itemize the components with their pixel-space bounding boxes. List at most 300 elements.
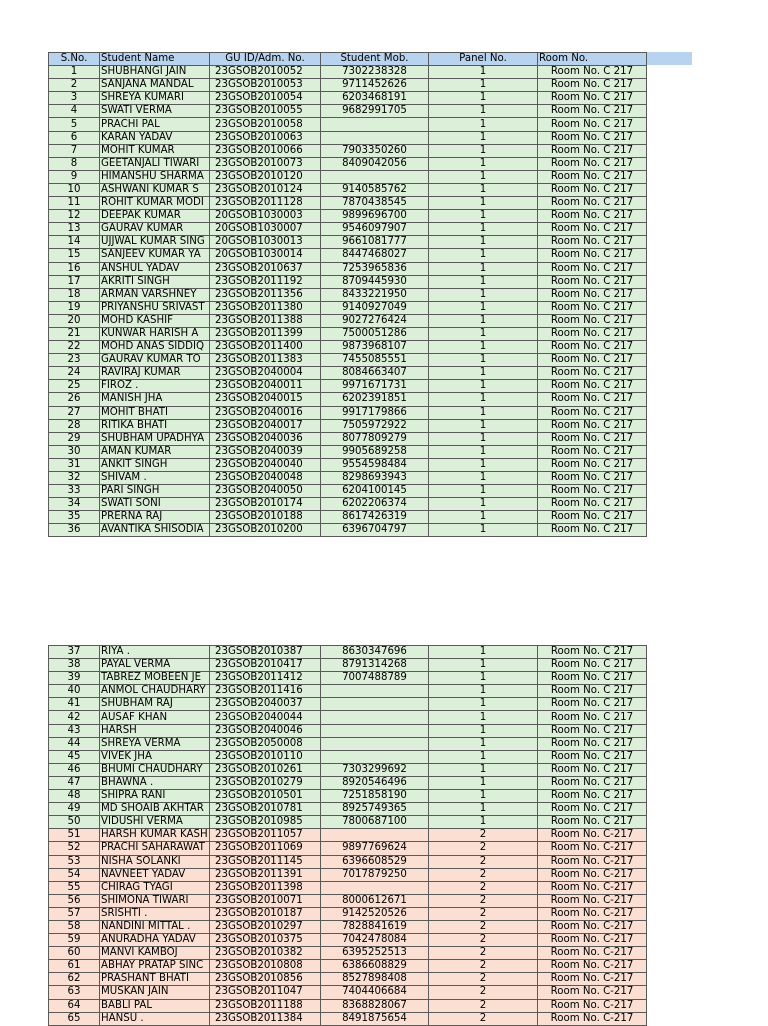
cell-gu-id: 23GSOB2010055 xyxy=(210,105,321,118)
cell-room-no: Room No. C 217 xyxy=(538,406,647,419)
cell-student-mob: 7303299692 xyxy=(321,763,429,776)
cell-student-name: AMAN KUMAR xyxy=(100,445,210,458)
cell-gu-id: 23GSOB2040040 xyxy=(210,458,321,471)
cell-student-name: SHIVAM . xyxy=(100,472,210,485)
cell-student-name: ROHIT KUMAR MODI xyxy=(100,197,210,210)
cell-room-no: Room No. C 217 xyxy=(538,672,647,685)
cell-student-name: KUNWAR HARISH A xyxy=(100,327,210,340)
cell-gu-id: 23GSOB2011416 xyxy=(210,685,321,698)
cell-panel-no: 2 xyxy=(429,842,538,855)
cell-room-no: Room No. C-217 xyxy=(538,986,647,999)
cell-student-name: HARSH xyxy=(100,724,210,737)
cell-panel-no: 2 xyxy=(429,881,538,894)
cell-gu-id: 23GSOB2011356 xyxy=(210,288,321,301)
table-row xyxy=(49,288,647,301)
cell-room-no: Room No. C 217 xyxy=(538,341,647,354)
cell-sno: 25 xyxy=(49,380,100,393)
cell-student-mob: 8527898408 xyxy=(321,973,429,986)
cell-gu-id: 23GSOB2011188 xyxy=(210,999,321,1012)
cell-student-name: SHUBHAM RAJ xyxy=(100,698,210,711)
table-row xyxy=(49,79,647,92)
cell-room-no: Room No. C 217 xyxy=(538,236,647,249)
cell-student-mob: 6396704797 xyxy=(321,524,429,537)
table-row xyxy=(49,894,647,907)
table-row xyxy=(49,986,647,999)
cell-student-name: DEEPAK KUMAR xyxy=(100,210,210,223)
cell-sno: 37 xyxy=(49,646,100,659)
cell-sno: 57 xyxy=(49,907,100,920)
cell-room-no: Room No. C-217 xyxy=(538,1012,647,1025)
table-row xyxy=(49,659,647,672)
cell-student-mob: 6395252513 xyxy=(321,947,429,960)
cell-sno: 53 xyxy=(49,855,100,868)
cell-gu-id: 23GSOB2010261 xyxy=(210,763,321,776)
cell-panel-no: 1 xyxy=(429,79,538,92)
cell-gu-id: 23GSOB2010052 xyxy=(210,66,321,79)
cell-sno: 30 xyxy=(49,445,100,458)
cell-room-no: Room No. C 217 xyxy=(538,131,647,144)
cell-student-mob xyxy=(321,118,429,131)
cell-gu-id: 23GSOB2010417 xyxy=(210,659,321,672)
cell-student-name: ABHAY PRATAP SINC xyxy=(100,960,210,973)
cell-student-mob: 9546097907 xyxy=(321,223,429,236)
table-row xyxy=(49,131,647,144)
cell-sno: 55 xyxy=(49,881,100,894)
cell-gu-id: 23GSOB2040016 xyxy=(210,406,321,419)
cell-student-name: HARSH KUMAR KASH xyxy=(101,829,208,841)
cell-student-mob: 6202391851 xyxy=(321,393,429,406)
cell-panel-no: 1 xyxy=(429,724,538,737)
cell-student-mob: 6396608529 xyxy=(321,855,429,868)
cell-gu-id: 23GSOB2010188 xyxy=(210,511,321,524)
cell-student-mob: 8433221950 xyxy=(321,288,429,301)
cell-sno: 41 xyxy=(49,698,100,711)
header-sno: S.No. xyxy=(49,53,100,66)
cell-student-mob xyxy=(321,711,429,724)
cell-sno: 13 xyxy=(49,223,100,236)
cell-panel-no: 1 xyxy=(429,776,538,789)
cell-gu-id: 23GSOB2011391 xyxy=(210,868,321,881)
cell-student-mob xyxy=(321,881,429,894)
cell-student-name: SANJANA MANDAL xyxy=(100,79,210,92)
cell-student-mob xyxy=(321,685,429,698)
cell-panel-no: 1 xyxy=(429,157,538,170)
cell-student-mob: 7500051286 xyxy=(321,327,429,340)
cell-room-no: Room No. C 217 xyxy=(538,275,647,288)
cell-student-name: SHUBHAM UPADHYA xyxy=(100,432,210,445)
cell-gu-id: 23GSOB2011047 xyxy=(210,986,321,999)
cell-room-no: Room No. C 217 xyxy=(538,498,647,511)
cell-student-mob: 8000612671 xyxy=(321,894,429,907)
table-row xyxy=(49,458,647,471)
cell-student-name: SHIMONA TIWARI xyxy=(100,894,210,907)
cell-student-name: TABREZ MOBEEN JE xyxy=(100,672,210,685)
cell-sno: 60 xyxy=(49,947,100,960)
cell-panel-no: 1 xyxy=(429,659,538,672)
table-row xyxy=(49,249,647,262)
cell-gu-id: 23GSOB2010375 xyxy=(210,934,321,947)
cell-panel-no: 2 xyxy=(429,855,538,868)
cell-sno: 29 xyxy=(49,432,100,445)
cell-panel-no: 1 xyxy=(429,646,538,659)
cell-sno: 54 xyxy=(49,868,100,881)
table-row xyxy=(49,118,647,131)
cell-student-name: MUSKAN JAIN xyxy=(100,986,210,999)
cell-student-mob: 7828841619 xyxy=(321,920,429,933)
cell-room-no: Room No. C 217 xyxy=(538,66,647,79)
cell-gu-id: 23GSOB2010501 xyxy=(210,790,321,803)
cell-room-no: Room No. C-217 xyxy=(538,868,647,881)
cell-panel-no: 1 xyxy=(429,197,538,210)
cell-student-name: NANDINI MITTAL . xyxy=(100,920,210,933)
cell-student-mob: 8298693943 xyxy=(321,472,429,485)
table-row xyxy=(49,737,647,750)
cell-panel-no: 1 xyxy=(429,118,538,131)
cell-panel-no: 1 xyxy=(429,288,538,301)
cell-gu-id: 23GSOB2010066 xyxy=(210,144,321,157)
table-row xyxy=(49,301,647,314)
cell-student-name: GEETANJALI TIWARI xyxy=(100,157,210,170)
header-row xyxy=(49,53,647,66)
cell-gu-id: 23GSOB2011388 xyxy=(210,314,321,327)
cell-gu-id: 20GSOB1030003 xyxy=(210,210,321,223)
cell-panel-no: 1 xyxy=(429,92,538,105)
table-row xyxy=(49,275,647,288)
cell-panel-no: 1 xyxy=(429,314,538,327)
cell-room-no: Room No. C 217 xyxy=(538,144,647,157)
cell-student-mob: 9917179866 xyxy=(321,406,429,419)
cell-sno: 62 xyxy=(49,973,100,986)
table-row xyxy=(49,842,647,855)
cell-panel-no: 1 xyxy=(429,498,538,511)
cell-student-name: RAVIRAJ KUMAR xyxy=(100,367,210,380)
cell-sno: 48 xyxy=(49,790,100,803)
cell-student-mob: 8617426319 xyxy=(321,511,429,524)
cell-panel-no: 1 xyxy=(429,790,538,803)
cell-panel-no: 1 xyxy=(429,698,538,711)
table-row xyxy=(49,973,647,986)
cell-sno: 24 xyxy=(49,367,100,380)
cell-sno: 40 xyxy=(49,685,100,698)
table-row xyxy=(49,144,647,157)
cell-panel-no: 1 xyxy=(429,105,538,118)
header-student-name: Student Name xyxy=(100,53,210,66)
cell-gu-id: 23GSOB2040015 xyxy=(210,393,321,406)
cell-gu-id: 23GSOB2010174 xyxy=(210,498,321,511)
cell-student-mob: 9140927049 xyxy=(321,301,429,314)
cell-gu-id: 23GSOB2010387 xyxy=(210,646,321,659)
cell-student-name: VIVEK JHA xyxy=(100,750,210,763)
cell-student-name: MOHD ANAS SIDDIQ xyxy=(100,341,210,354)
cell-room-no: Room No. C 217 xyxy=(538,118,647,131)
cell-gu-id: 23GSOB2011128 xyxy=(210,197,321,210)
table-row xyxy=(49,472,647,485)
cell-student-mob: 8368828067 xyxy=(321,999,429,1012)
cell-student-name: RITIKA BHATI xyxy=(100,419,210,432)
cell-panel-no: 1 xyxy=(429,367,538,380)
cell-student-mob: 8084663407 xyxy=(321,367,429,380)
cell-sno: 49 xyxy=(49,803,100,816)
cell-student-name: CHIRAG TYAGI xyxy=(100,881,210,894)
cell-student-mob: 7042478084 xyxy=(321,934,429,947)
cell-room-no: Room No. C 217 xyxy=(538,511,647,524)
cell-sno: 65 xyxy=(49,1012,100,1025)
cell-sno: 20 xyxy=(49,314,100,327)
cell-panel-no: 2 xyxy=(429,973,538,986)
cell-panel-no: 1 xyxy=(429,262,538,275)
cell-student-mob: 7505972922 xyxy=(321,419,429,432)
cell-room-no: Room No. C 217 xyxy=(538,458,647,471)
cell-room-no: Room No. C 217 xyxy=(538,79,647,92)
cell-sno: 56 xyxy=(49,894,100,907)
cell-gu-id: 23GSOB2040004 xyxy=(210,367,321,380)
cell-panel-no: 1 xyxy=(429,472,538,485)
cell-student-name: PRERNA RAJ xyxy=(100,511,210,524)
cell-student-mob: 6203468191 xyxy=(321,92,429,105)
cell-gu-id: 23GSOB2010279 xyxy=(210,776,321,789)
cell-panel-no: 1 xyxy=(429,524,538,537)
table-row xyxy=(49,445,647,458)
cell-panel-no: 1 xyxy=(429,750,538,763)
table-row xyxy=(49,485,647,498)
table-row xyxy=(49,947,647,960)
cell-gu-id: 23GSOB2010637 xyxy=(210,262,321,275)
table-row xyxy=(49,327,647,340)
cell-student-name: RIYA . xyxy=(100,646,210,659)
cell-student-mob: 9711452626 xyxy=(321,79,429,92)
cell-room-no: Room No. C-217 xyxy=(538,855,647,868)
cell-panel-no: 1 xyxy=(429,406,538,419)
cell-room-no: Room No. C 217 xyxy=(538,380,647,393)
cell-sno: 5 xyxy=(49,118,100,131)
cell-room-no: Room No. C 217 xyxy=(538,646,647,659)
cell-gu-id: 23GSOB2010120 xyxy=(210,170,321,183)
cell-panel-no: 1 xyxy=(429,223,538,236)
cell-sno: 8 xyxy=(49,157,100,170)
cell-student-mob: 8447468027 xyxy=(321,249,429,262)
cell-student-name: GAURAV KUMAR TO xyxy=(100,354,210,367)
cell-gu-id: 23GSOB2010053 xyxy=(210,79,321,92)
table-row xyxy=(49,685,647,698)
cell-panel-no: 1 xyxy=(429,711,538,724)
cell-student-mob: 9140585762 xyxy=(321,183,429,196)
cell-sno: 19 xyxy=(49,301,100,314)
cell-student-mob: 8709445930 xyxy=(321,275,429,288)
cell-panel-no: 1 xyxy=(429,236,538,249)
cell-student-mob: 7007488789 xyxy=(321,672,429,685)
table-row xyxy=(49,711,647,724)
table-row xyxy=(49,868,647,881)
cell-sno: 28 xyxy=(49,419,100,432)
table-row xyxy=(49,881,647,894)
cell-panel-no: 1 xyxy=(429,66,538,79)
cell-sno: 10 xyxy=(49,183,100,196)
cell-room-no: Room No. C-217 xyxy=(538,842,647,855)
cell-student-mob: 7404406684 xyxy=(321,986,429,999)
cell-gu-id: 20GSOB1030013 xyxy=(210,236,321,249)
cell-panel-no: 1 xyxy=(429,354,538,367)
cell-panel-no: 1 xyxy=(429,183,538,196)
cell-gu-id: 23GSOB2040037 xyxy=(210,698,321,711)
cell-panel-no: 2 xyxy=(429,999,538,1012)
cell-sno: 4 xyxy=(49,105,100,118)
cell-sno: 15 xyxy=(49,249,100,262)
table-row xyxy=(49,907,647,920)
cell-gu-id: 23GSOB2040050 xyxy=(210,485,321,498)
cell-student-mob: 6202206374 xyxy=(321,498,429,511)
cell-sno: 39 xyxy=(49,672,100,685)
cell-student-mob: 7800687100 xyxy=(321,816,429,829)
cell-sno: 34 xyxy=(49,498,100,511)
cell-sno: 23 xyxy=(49,354,100,367)
cell-gu-id: 23GSOB2010124 xyxy=(210,183,321,196)
cell-sno: 9 xyxy=(49,170,100,183)
cell-panel-no: 2 xyxy=(429,920,538,933)
cell-room-no: Room No. C-217 xyxy=(538,881,647,894)
cell-student-name: SRISHTI . xyxy=(100,907,210,920)
cell-room-no: Room No. C 217 xyxy=(538,197,647,210)
cell-student-name: SHIPRA RANI xyxy=(100,790,210,803)
cell-gu-id: 23GSOB2010054 xyxy=(210,92,321,105)
cell-student-name: SHUBHANGI JAIN xyxy=(100,66,210,79)
table-row xyxy=(49,672,647,685)
cell-room-no: Room No. C 217 xyxy=(538,249,647,262)
cell-student-name: UJJWAL KUMAR SING xyxy=(100,236,210,249)
cell-room-no: Room No. C 217 xyxy=(538,170,647,183)
table-row xyxy=(49,698,647,711)
cell-panel-no: 1 xyxy=(429,275,538,288)
cell-room-no: Room No. C 217 xyxy=(538,262,647,275)
cell-panel-no: 1 xyxy=(429,816,538,829)
cell-room-no: Room No. C 217 xyxy=(538,432,647,445)
cell-gu-id: 23GSOB2040044 xyxy=(210,711,321,724)
cell-student-name: MD SHOAIB AKHTAR xyxy=(100,803,210,816)
cell-student-name: FIROZ . xyxy=(100,380,210,393)
cell-student-mob: 8409042056 xyxy=(321,157,429,170)
cell-student-mob: 9682991705 xyxy=(321,105,429,118)
cell-panel-no: 1 xyxy=(429,210,538,223)
cell-room-no: Room No. C 217 xyxy=(538,354,647,367)
cell-panel-no: 1 xyxy=(429,672,538,685)
cell-student-name: MANISH JHA xyxy=(100,393,210,406)
cell-student-name: ANMOL CHAUDHARY xyxy=(100,685,210,698)
table-row xyxy=(49,816,647,829)
table-row xyxy=(49,170,647,183)
cell-sno: 7 xyxy=(49,144,100,157)
cell-student-name: MOHIT KUMAR xyxy=(100,144,210,157)
cell-student-name: HIMANSHU SHARMA xyxy=(100,170,210,183)
cell-sno: 27 xyxy=(49,406,100,419)
table-row xyxy=(49,432,647,445)
table-row xyxy=(49,105,647,118)
cell-student-mob: 9142520526 xyxy=(321,907,429,920)
cell-room-no: Room No. C 217 xyxy=(538,327,647,340)
cell-room-no: Room No. C-217 xyxy=(538,829,647,842)
cell-room-no: Room No. C 217 xyxy=(538,816,647,829)
cell-room-no: Room No. C 217 xyxy=(538,711,647,724)
cell-panel-no: 1 xyxy=(429,737,538,750)
cell-panel-no: 1 xyxy=(429,327,538,340)
cell-gu-id: 23GSOB2010985 xyxy=(210,816,321,829)
table-row xyxy=(49,393,647,406)
cell-room-no: Room No. C 217 xyxy=(538,750,647,763)
table-row xyxy=(49,341,647,354)
cell-gu-id: 23GSOB2010297 xyxy=(210,920,321,933)
table-row xyxy=(49,803,647,816)
cell-panel-no: 2 xyxy=(429,934,538,947)
cell-gu-id: 23GSOB2011399 xyxy=(210,327,321,340)
cell-gu-id: 23GSOB2010063 xyxy=(210,131,321,144)
cell-room-no: Room No. C 217 xyxy=(538,445,647,458)
cell-student-name: AVANTIKA SHISODIA xyxy=(100,524,210,537)
cell-student-name: ARMAN VARSHNEY xyxy=(100,288,210,301)
cell-room-no: Room No. C-217 xyxy=(538,907,647,920)
cell-sno: 51 xyxy=(49,829,100,842)
cell-gu-id: 23GSOB2010110 xyxy=(210,750,321,763)
table-row xyxy=(49,1012,647,1025)
cell-panel-no: 1 xyxy=(429,445,538,458)
header-fill-extension xyxy=(641,52,692,65)
cell-gu-id: 23GSOB2010200 xyxy=(210,524,321,537)
cell-student-mob: 7302238328 xyxy=(321,66,429,79)
cell-gu-id: 23GSOB2040011 xyxy=(210,380,321,393)
table-row xyxy=(49,999,647,1012)
table-row xyxy=(49,354,647,367)
cell-student-name: SHREYA KUMARI xyxy=(100,92,210,105)
cell-room-no: Room No. C 217 xyxy=(538,301,647,314)
cell-student-mob xyxy=(321,131,429,144)
cell-room-no: Room No. C 217 xyxy=(538,105,647,118)
cell-gu-id: 23GSOB2040048 xyxy=(210,472,321,485)
cell-student-mob xyxy=(321,750,429,763)
cell-student-name: PRACHI SAHARAWAT xyxy=(100,842,210,855)
cell-room-no: Room No. C 217 xyxy=(538,685,647,698)
cell-panel-no: 1 xyxy=(429,803,538,816)
cell-sno: 64 xyxy=(49,999,100,1012)
student-table-1 xyxy=(48,52,647,537)
table-row xyxy=(49,724,647,737)
cell-student-mob xyxy=(321,724,429,737)
cell-room-no: Room No. C 217 xyxy=(538,790,647,803)
cell-room-no: Room No. C 217 xyxy=(538,776,647,789)
table-row xyxy=(49,197,647,210)
cell-panel-no: 1 xyxy=(429,432,538,445)
cell-gu-id: 23GSOB2010856 xyxy=(210,973,321,986)
header-room-no: Room No. xyxy=(538,53,647,66)
cell-gu-id: 23GSOB2010071 xyxy=(210,894,321,907)
cell-sno: 46 xyxy=(49,763,100,776)
cell-room-no: Room No. C 217 xyxy=(538,367,647,380)
cell-sno: 52 xyxy=(49,842,100,855)
cell-gu-id: 20GSOB1030014 xyxy=(210,249,321,262)
cell-room-no: Room No. C 217 xyxy=(538,314,647,327)
cell-student-mob: 9897769624 xyxy=(321,842,429,855)
cell-room-no: Room No. C 217 xyxy=(538,210,647,223)
cell-student-mob: 6386608829 xyxy=(321,960,429,973)
cell-gu-id: 23GSOB2010058 xyxy=(210,118,321,131)
cell-room-no: Room No. C-217 xyxy=(538,947,647,960)
table-row xyxy=(49,157,647,170)
cell-student-name: SHREYA VERMA xyxy=(100,737,210,750)
cell-panel-no: 1 xyxy=(429,144,538,157)
cell-student-name: SANJEEV KUMAR YA xyxy=(100,249,210,262)
cell-sno: 1 xyxy=(49,66,100,79)
cell-sno: 14 xyxy=(49,236,100,249)
cell-gu-id: 23GSOB2011145 xyxy=(210,855,321,868)
cell-gu-id: 23GSOB2011384 xyxy=(210,1012,321,1025)
cell-panel-no: 1 xyxy=(429,485,538,498)
cell-student-mob: 9899696700 xyxy=(321,210,429,223)
